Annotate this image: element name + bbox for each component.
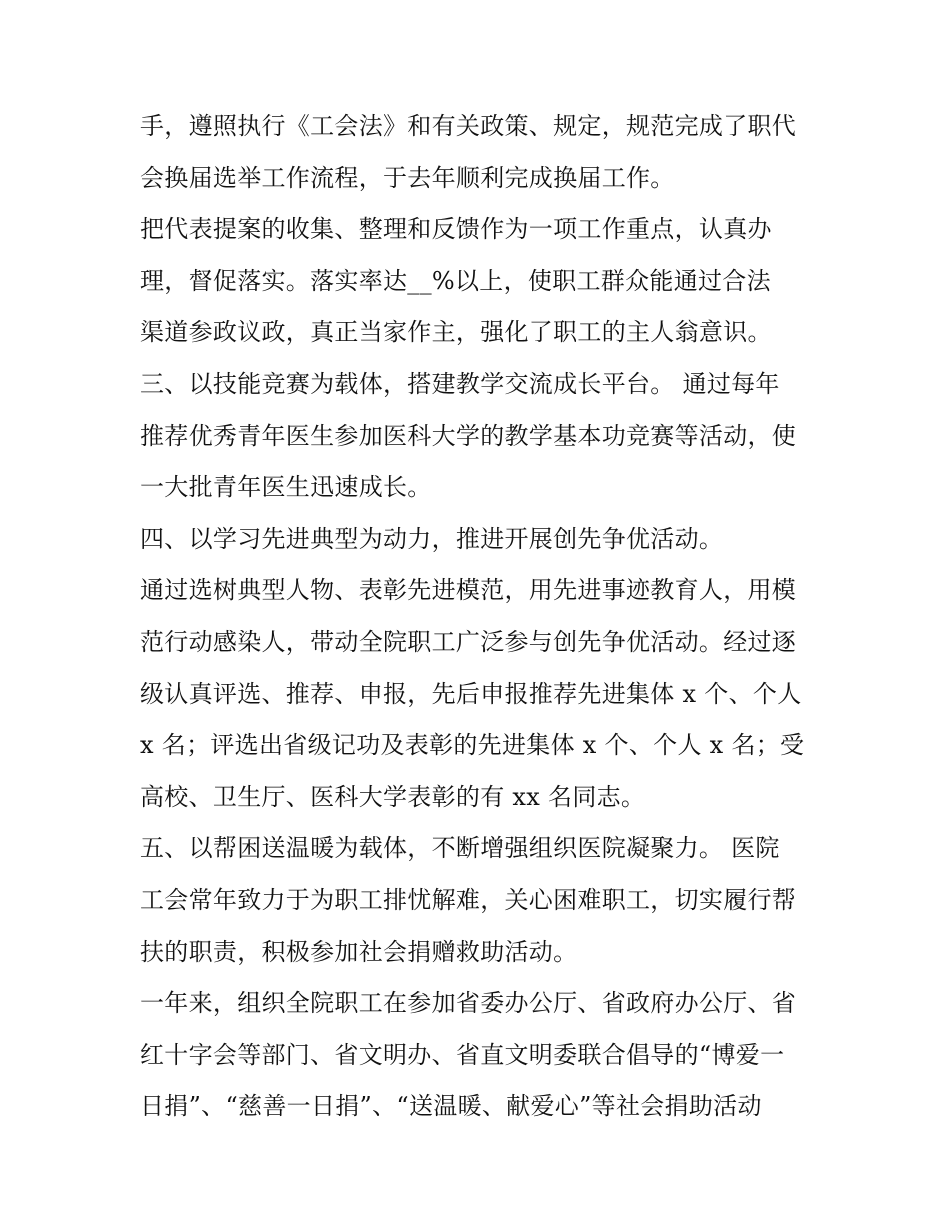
text-line: x 名；评选出省级记功及表彰的先进集体 x 个、个人 x 名；受 <box>140 731 805 760</box>
section-heading-5: 五、以帮困送温暖为载体，不断增强组织医院凝聚力。 医院 <box>140 834 780 863</box>
text-line: 一大批青年医生迅速成长。 <box>140 473 432 502</box>
section-heading-4: 四、以学习先进典型为动力，推进开展创先争优活动。 <box>140 524 724 553</box>
text-line: 会换届选举工作流程，于去年顺利完成换届工作。 <box>140 163 675 192</box>
text-line: 推荐优秀青年医生参加医科大学的教学基本功竞赛等活动，使 <box>140 421 797 450</box>
text-line: 手，遵照执行《工会法》和有关政策、规定，规范完成了职代 <box>140 112 797 140</box>
text-line: 范行动感染人，带动全院职工广泛参与创先争优活动。经过逐 <box>140 627 797 656</box>
section-heading-3: 三、以技能竞赛为载体，搭建教学交流成长平台。 通过每年 <box>140 369 780 398</box>
text-line: 日捐”、“慈善一日捐”、“送温暖、献爱心”等社会捐助活动 <box>140 1092 762 1121</box>
text-line: 级认真评选、推荐、申报，先后申报推荐先进集体 x 个、个人 <box>140 679 802 708</box>
text-line: 理，督促落实。落实率达__%以上，使职工群众能通过合法 <box>140 266 771 295</box>
text-line: 渠道参政议政，真正当家作主，强化了职工的主人翁意识。 <box>140 318 772 347</box>
text-line: 一年来，组织全院职工在参加省委办公厅、省政府办公厅、省 <box>140 989 797 1018</box>
text-line: 红十字会等部门、省文明办、省直文明委联合倡导的“博爱一 <box>140 1040 785 1069</box>
text-line: 工会常年致力于为职工排忧解难，关心困难职工，切实履行帮 <box>140 885 797 914</box>
body-text <box>140 101 820 1133</box>
text-line: 通过选树典型人物、表彰先进模范，用先进事迹教育人，用模 <box>140 576 797 605</box>
text-line: 高校、卫生厅、医科大学表彰的有 xx 名同志。 <box>140 782 646 811</box>
text-line: 扶的职责，积极参加社会捐赠救助活动。 <box>140 937 578 966</box>
text-line: 把代表提案的收集、整理和反馈作为一项工作重点，认真办 <box>140 215 772 244</box>
